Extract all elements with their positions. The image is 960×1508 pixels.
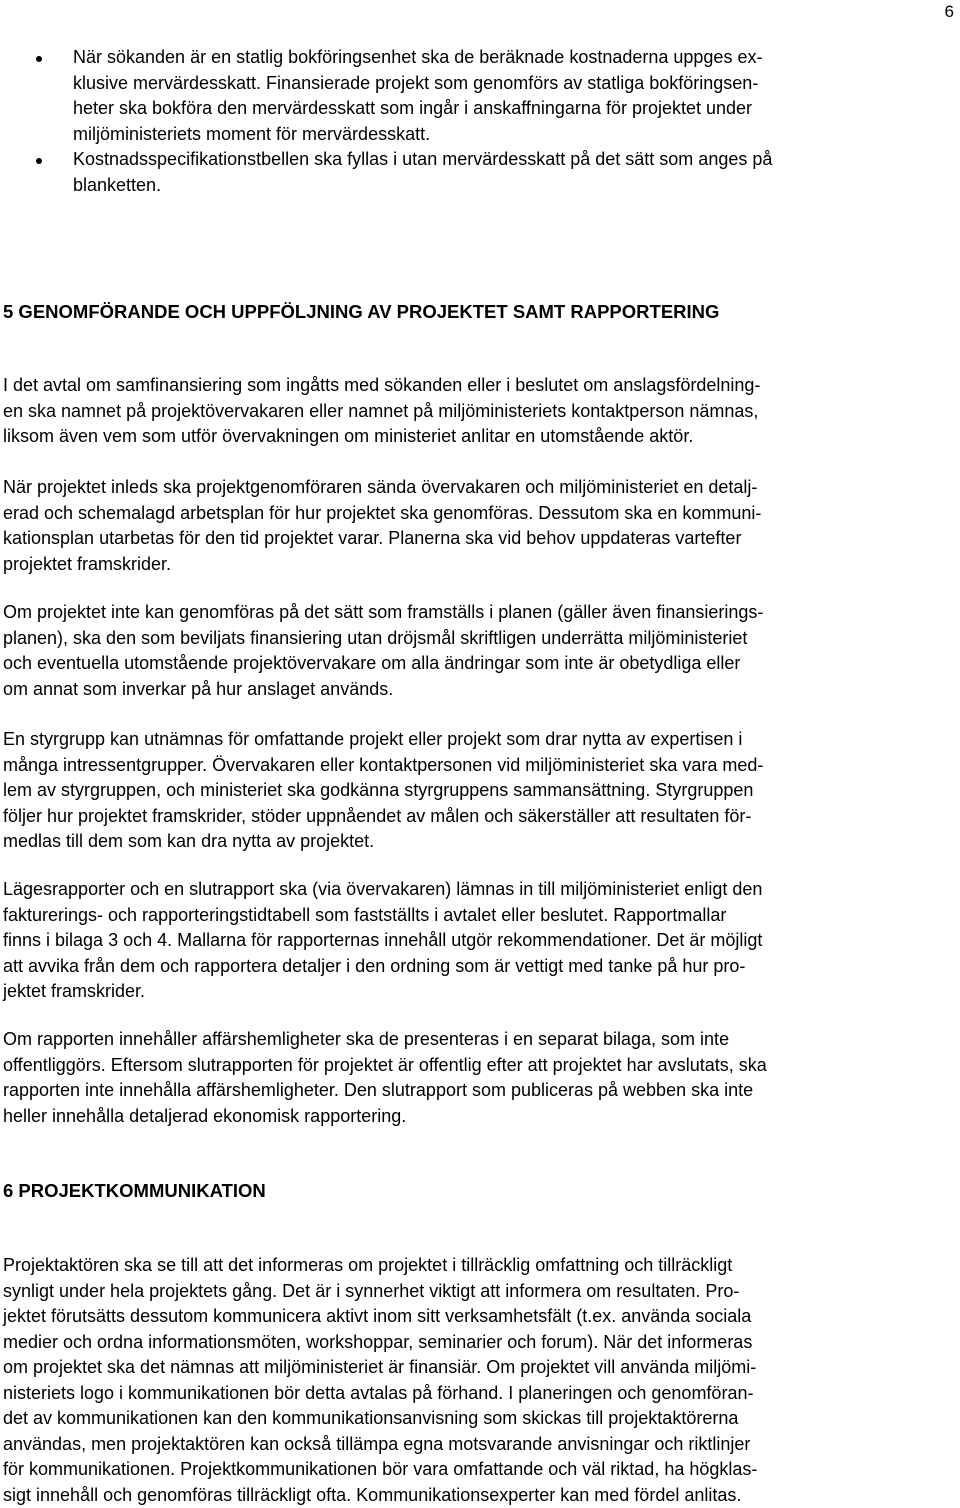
paragraph-line: att avvika från dem och rapportera detaljer i den ordning som är vettigt med tanke på hur pro-	[3, 954, 931, 980]
paragraph-line: synligt under hela projektets gång. Det är i synnerhet viktigt att informera om resultaten. Pro-	[3, 1279, 931, 1305]
paragraph-line: kationsplan utarbetas för den tid projektet varar. Planerna ska vid behov uppdateras vartefter	[3, 526, 931, 552]
paragraph-line: Om rapporten innehåller affärshemligheter ska de presenteras i en separat bilaga, som inte	[3, 1027, 931, 1053]
paragraph-line: projektet framskrider.	[3, 552, 931, 578]
paragraph-line: sigt innehåll och genomföras tillräckligt ofta. Kommunikationsexperter kan med fördel anlitas.	[3, 1483, 931, 1508]
paragraph-line: erad och schemalagd arbetsplan för hur projektet ska genomföras. Dessutom ska en kommuni-	[3, 501, 931, 527]
paragraph-line: Projektaktören ska se till att det informeras om projektet i tillräcklig omfattning och tillräckligt	[3, 1253, 931, 1279]
bullet-list	[0, 45, 940, 198]
page-number: 6	[945, 2, 954, 22]
paragraph-line: finns i bilaga 3 och 4. Mallarna för rapporternas innehåll utgör rekommendationer. Det är möjligt	[3, 928, 931, 954]
paragraph-line: fakturerings- och rapporteringstidtabell som fastställts i avtalet eller beslutet. Rapportmallar	[3, 903, 931, 929]
bullet-dot-icon	[36, 56, 42, 62]
paragraph-line: rapporten inte innehålla affärshemligheter. Den slutrapport som publiceras på webben ska inte	[3, 1078, 931, 1104]
section-5-paragraph	[3, 600, 931, 702]
paragraph-line: Lägesrapporter och en slutrapport ska (via övervakaren) lämnas in till miljöministeriet enligt den	[3, 877, 931, 903]
paragraph-line: En styrgrupp kan utnämnas för omfattande projekt eller projekt som drar nytta av expertisen i	[3, 727, 931, 753]
paragraph-line: en ska namnet på projektövervakaren eller namnet på miljöministeriets kontaktperson nämnas,	[3, 399, 931, 425]
paragraph-line: offentliggörs. Eftersom slutrapporten för projektet är offentlig efter att projektet har avslutats, ska	[3, 1053, 931, 1079]
section-6-heading: 6 PROJEKTKOMMUNIKATION	[3, 1179, 266, 1203]
paragraph-line: När projektet inleds ska projektgenomföraren sända övervakaren och miljöministeriet en detalj-	[3, 475, 931, 501]
paragraph-line: nisteriets logo i kommunikationen bör detta avtalas på förhand. I planeringen och genomföran-	[3, 1381, 931, 1407]
bullet-line: Kostnadsspecifikationstbellen ska fyllas i utan mervärdesskatt på det sätt som anges på	[73, 147, 940, 173]
bullet-item	[0, 147, 940, 198]
paragraph-line: jektet förutsätts dessutom kommunicera aktivt inom sitt verksamhetsfält (t.ex. använda sociala	[3, 1304, 931, 1330]
bullet-line: heter ska bokföra den mervärdesskatt som ingår i anskaffningarna för projektet under	[73, 96, 940, 122]
section-5-heading: 5 GENOMFÖRANDE OCH UPPFÖLJNING AV PROJEKTET SAMT RAPPORTERING	[3, 300, 719, 324]
bullet-line: klusive mervärdesskatt. Finansierade projekt som genomförs av statliga bokföringsen-	[73, 71, 940, 97]
paragraph-line: medier och ordna informationsmöten, workshoppar, seminarier och forum). När det informeras	[3, 1330, 931, 1356]
paragraph-line: liksom även vem som utför övervakningen om ministeriet anlitar en utomstående aktör.	[3, 424, 931, 450]
bullet-item	[0, 45, 940, 147]
section-5-paragraph	[3, 877, 931, 1005]
paragraph-line: lem av styrgruppen, och ministeriet ska godkänna styrgruppens sammansättning. Styrgruppen	[3, 778, 931, 804]
paragraph-line: många intressentgrupper. Övervakaren eller kontaktpersonen vid miljöministeriet ska vara med-	[3, 753, 931, 779]
bullet-dot-icon	[36, 158, 42, 164]
section-6-paragraph	[3, 1253, 931, 1508]
bullet-line: miljöministeriets moment för mervärdesskatt.	[73, 122, 940, 148]
section-5-paragraph	[3, 1027, 931, 1129]
paragraph-line: Om projektet inte kan genomföras på det sätt som framställs i planen (gäller även finansierings-	[3, 600, 931, 626]
paragraph-line: om annat som inverkar på hur anslaget används.	[3, 677, 931, 703]
paragraph-line: och eventuella utomstående projektövervakare om alla ändringar som inte är obetydliga eller	[3, 651, 931, 677]
section-5-paragraph	[3, 373, 931, 450]
paragraph-line: om projektet ska det nämnas att miljöministeriet är finansiär. Om projektet vill använda miljömi-	[3, 1355, 931, 1381]
paragraph-line: medlas till dem som kan dra nytta av projektet.	[3, 829, 931, 855]
paragraph-line: jektet framskrider.	[3, 979, 931, 1005]
paragraph-line: planen), ska den som beviljats finansiering utan dröjsmål skriftligen underrätta miljöministeriet	[3, 626, 931, 652]
paragraph-line: det av kommunikationen kan den kommunikationsanvisning som skickas till projektaktörerna	[3, 1406, 931, 1432]
section-5-paragraph	[3, 475, 931, 577]
paragraph-line: heller innehålla detaljerad ekonomisk rapportering.	[3, 1104, 931, 1130]
paragraph-line: följer hur projektet framskrider, stöder uppnåendet av målen och säkerställer att resultaten för-	[3, 804, 931, 830]
paragraph-line: användas, men projektaktören kan också tillämpa egna motsvarande anvisningar och riktlinjer	[3, 1432, 931, 1458]
paragraph-line: för kommunikationen. Projektkommunikationen bör vara omfattande och väl riktad, ha högklas-	[3, 1457, 931, 1483]
paragraph-line: I det avtal om samfinansiering som ingåtts med sökanden eller i beslutet om anslagsfördelning-	[3, 373, 931, 399]
bullet-line: blanketten.	[73, 173, 940, 199]
bullet-line: När sökanden är en statlig bokföringsenhet ska de beräknade kostnaderna uppges ex-	[73, 45, 940, 71]
section-5-paragraph	[3, 727, 931, 855]
